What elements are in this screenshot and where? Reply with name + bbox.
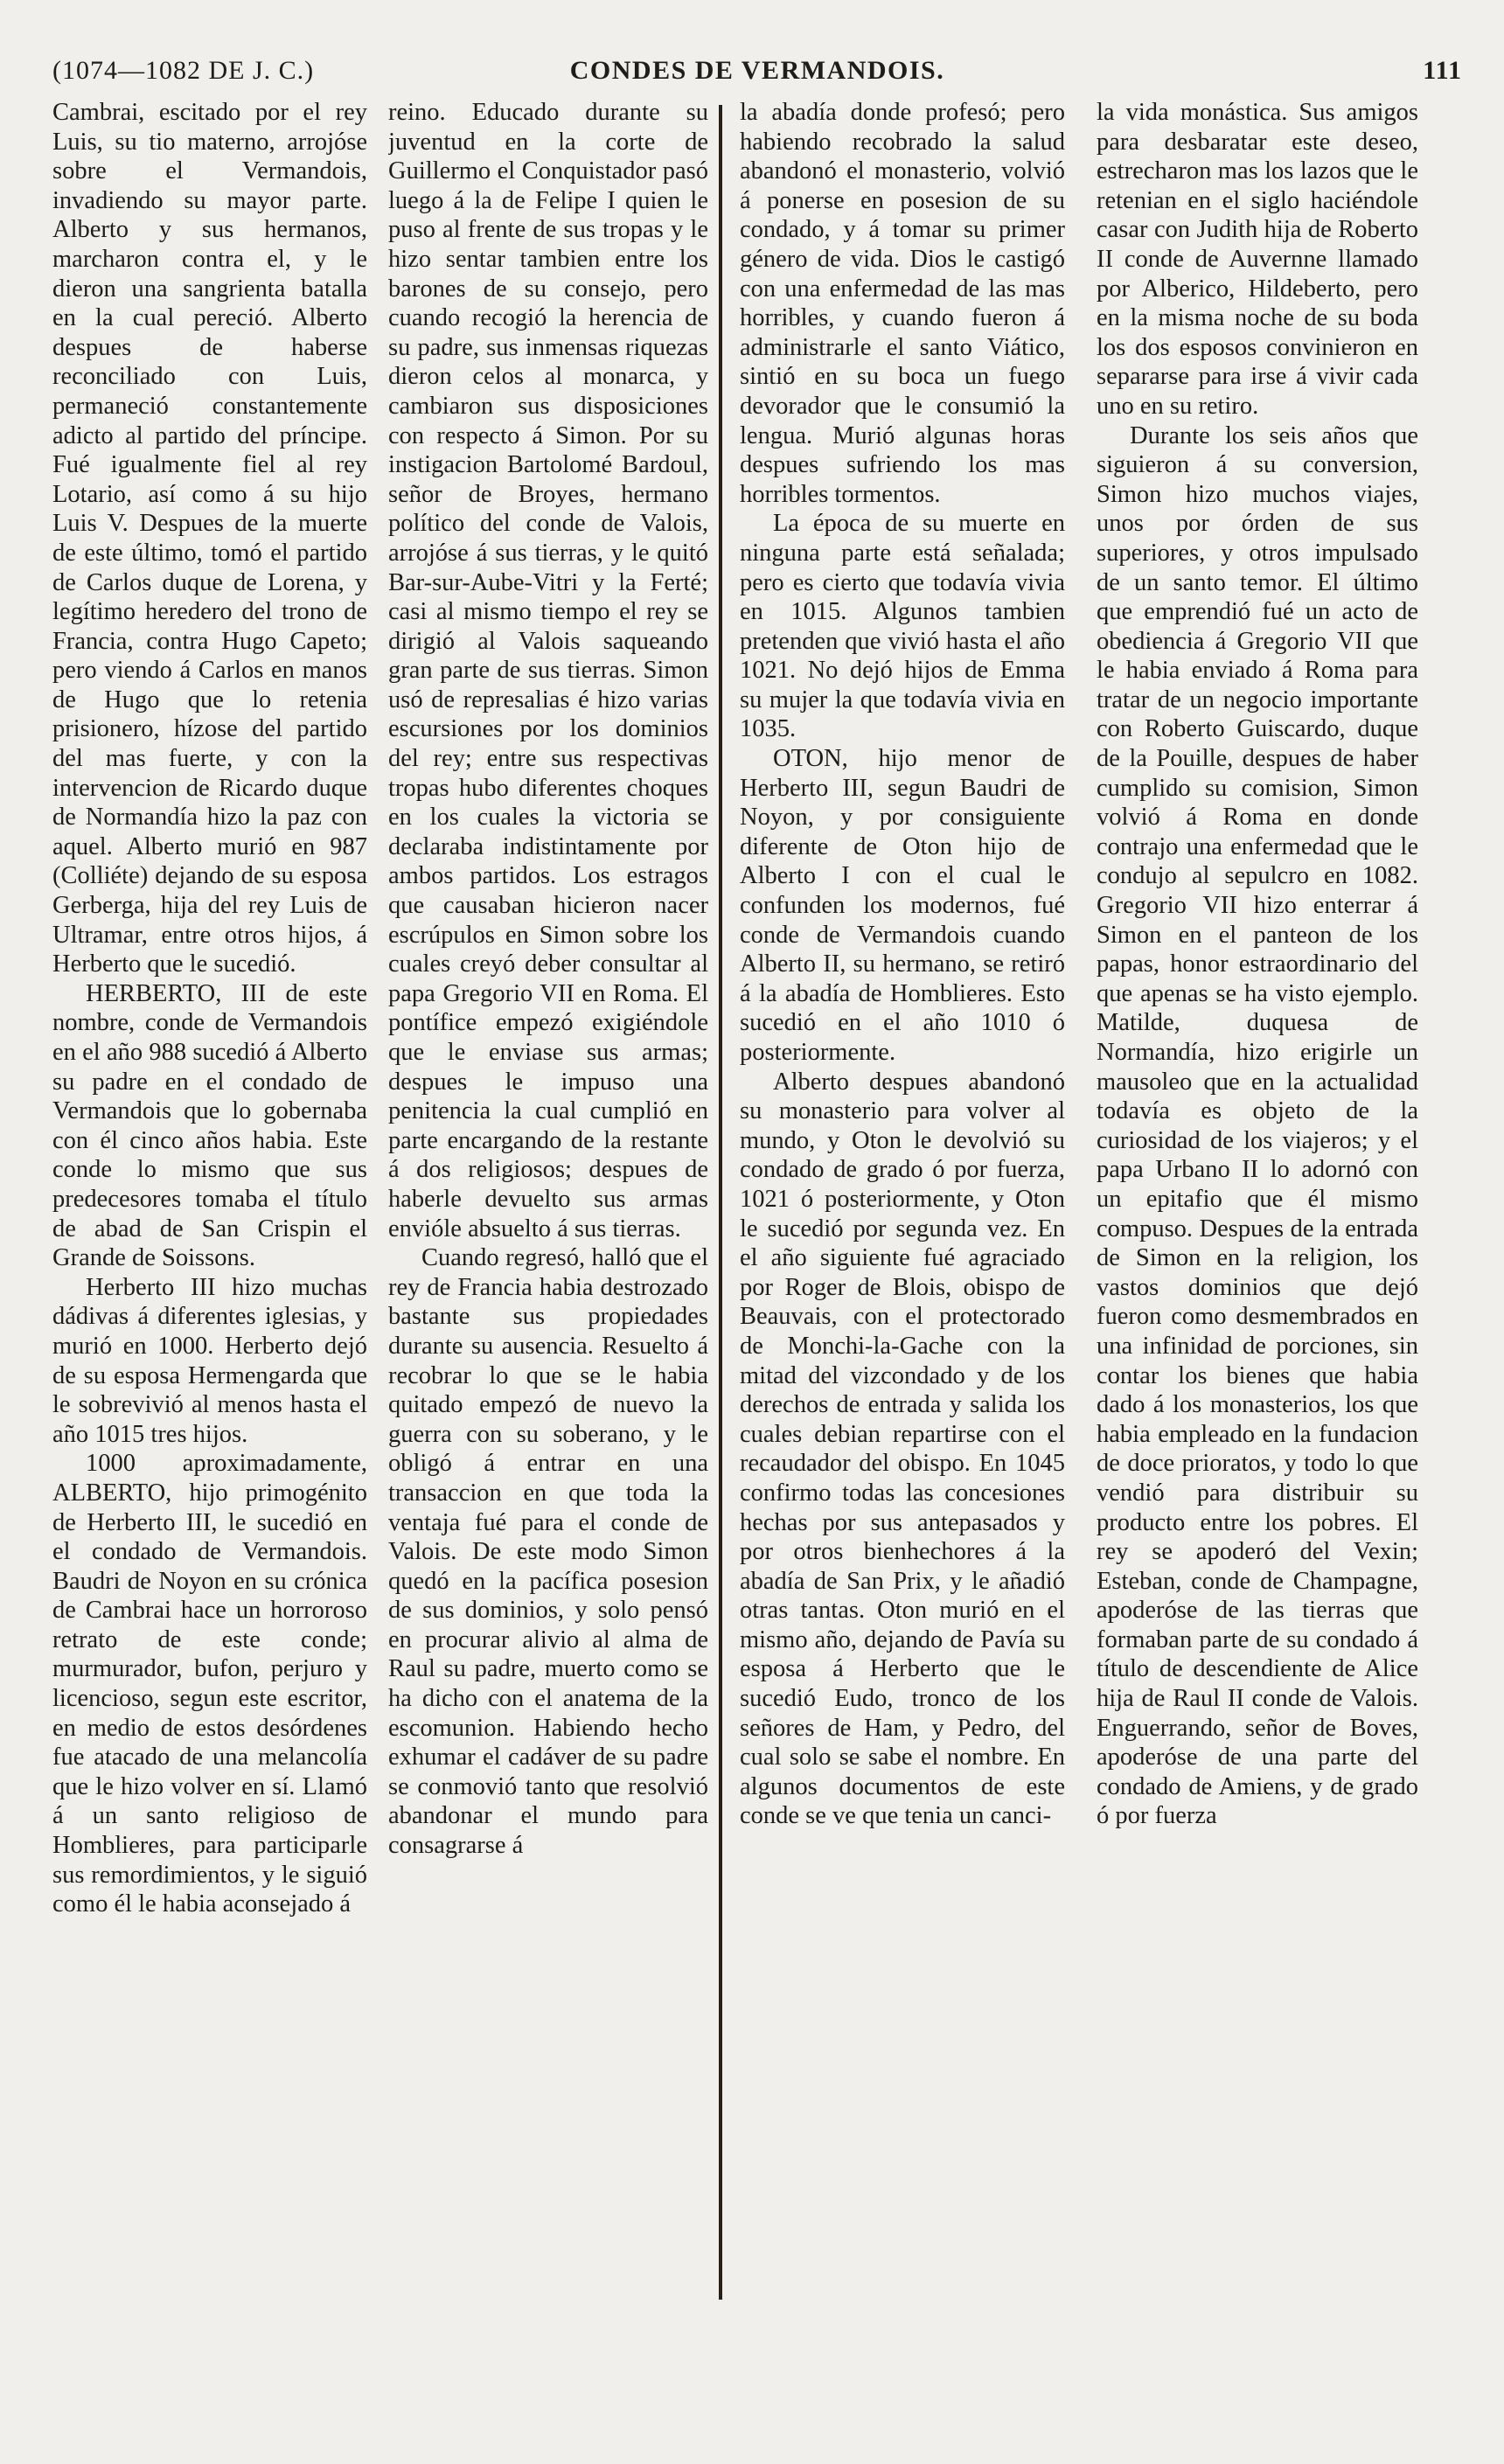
running-header — [52, 45, 1462, 89]
paragraph: La época de su muerte en ninguna parte está señalada; pero es cierto que todavía vivia en 1015. Algunos tambien pretenden que vivió hasta el año 1021. No dejó hijos de Emma su mujer la que todavía vivia en 1035. — [740, 510, 1065, 743]
paragraph: la vida monástica. Sus amigos para desbaratar este deseo, estrecharon mas los lazos que le retenian en el siglo haciéndole casar con Judith hija de Roberto II conde de Auvernne llamado por Alberico, Hildeberto, pero en la misma noche de su boda los dos esposos convinieron en separarse para irse á vivir cada uno en su retiro. — [1097, 99, 1418, 420]
paragraph: OTON, hijo menor de Herberto III, segun Baudri de Noyon, y por consiguiente diferente de Oton hijo de Alberto I con el cual le confunden los modernos, fué conde de Vermandois cuando Alberto II, su hermano, se retiró á la abadía de Homblieres. Esto sucedió en el año 1010 ó posteriormente. — [740, 745, 1065, 1066]
paragraph: Durante los seis años que siguieron á su conversion, Simon hizo muchos viajes, unos por órden de sus superiores, y otros impulsado de un santo temor. El último que emprendió fué un acto de obediencia á Gregorio VII que le habia enviado á Roma para tratar de un negocio importante con Roberto Guiscardo, duque de la Pouille, despues de haber cumplido su comision, Simon volvió á Roma en donde contrajo una enfermedad que le condujo al sepulcro en 1082. Gregorio VII hizo enterrar á Simon en el panteon de los papas, honor estraordinario del que apenas se ha visto ejemplo. Matilde, duquesa de Normandía, hizo erigirle un mausoleo que en la actualidad todavía es objeto de la curiosidad de los viajeros; y el papa Urbano II lo adornó con un epitafio que él mismo compuso. Despues de la entrada de Simon en la religion, los vastos dominios que dejó fueron como desmembrados en una infinidad de porciones, sin contar los bienes que habia dado á los monasterios, los que habia empleado en la fundacion de doce prioratos, y todo lo que vendió para distribuir su producto entre los pobres. El rey se apoderó del Vexin; Esteban, conde de Champagne, apoderóse de las tierras que formaban parte de su condado á título de descendiente de Alice hija de Raul II conde de Valois. Enguerrando, señor de Boves, apoderóse de una parte del condado de Amiens, y de grado ó por fuerza — [1097, 421, 1418, 1830]
column-divider-rule — [719, 105, 722, 2300]
text-column-4 — [1097, 98, 1418, 2310]
text-column-2 — [388, 98, 708, 2310]
page-number: 111 — [1423, 56, 1462, 85]
paragraph: Herberto III hizo muchas dádivas á diferentes iglesias, y murió en 1000. Herberto dejó de su esposa Hermengarda que le sobrevivió al menos hasta el año 1015 tres hijos. — [52, 1273, 367, 1448]
paragraph: reino. Educado durante su juventud en la corte de Guillermo el Conquistador pasó luego á la de Felipe I quien le puso al frente de sus tropas y le hizo sentar tambien entre los barones de su consejo, pero cuando recogió la herencia de su padre, sus inmensas riquezas dieron celos al monarca, y cambiaron sus disposiciones con respecto á Simon. Por su instigacion Bartolomé Bardoul, señor de Broyes, hermano político del conde de Valois, arrojóse á sus tierras, y le quitó Bar-sur-Aube-Vitri y la Ferté; casi al mismo tiempo el rey se dirigió al Valois saqueando gran parte de sus tierras. Simon usó de represalias é hizo varias escursiones por los dominios del rey; entre sus respectivas tropas hubo diferentes choques en los cuales la victoria se declaraba indistintamente por ambos partidos. Los estragos que causaban hicieron nacer escrúpulos en Simon sobre los cuales creyó deber consultar al papa Gregorio VII en Roma. El pontífice empezó exigiéndole que le enviase sus armas; despues le impuso una penitencia la cual cumplió en parte encargando de la restante á dos religiosos; despues de haberle devuelto sus armas envióle absuelto á sus tierras. — [388, 99, 708, 1242]
text-column-1 — [52, 98, 367, 2310]
header-title: CONDES DE VERMANDOIS. — [569, 56, 945, 85]
paragraph: Cambrai, escitado por el rey Luis, su tio materno, arrojóse sobre el Vermandois, invadiendo su mayor parte. Alberto y sus hermanos, marcharon contra el, y le dieron una sangrienta batalla en la cual pereció. Alberto despues de haberse reconciliado con Luis, permaneció constantemente adicto al partido del príncipe. Fué igualmente fiel al rey Lotario, así como á su hijo Luis V. Despues de la muerte de este último, tomó el partido de Carlos duque de Lorena, y legítimo heredero del trono de Francia, contra Hugo Capeto; pero viendo á Carlos en manos de Hugo que lo retenia prisionero, hízose del partido del mas fuerte, y con la intervencion de Ricardo duque de Normandía hizo la paz con aquel. Alberto murió en 987 (Colliéte) dejando de su esposa Gerberga, hija del rey Luis de Ultramar, entre otros hijos, á Herberto que le sucedió. — [52, 99, 367, 978]
header-date-range: (1074—1082 DE J. C.) — [52, 56, 315, 85]
paragraph: Alberto despues abandonó su monasterio para volver al mundo, y Oton le devolvió su condado de grado ó por fuerza, 1021 ó posteriormente, y Oton le sucedió por segunda vez. En el año siguiente fué agraciado por Roger de Blois, obispo de Beauvais, con el protectorado de Monchi-la-Gache con la mitad del vizcondado y de los derechos de entrada y salida los cuales debian repartirse con el recaudador del obispo. En 1045 confirmo todas las concesiones hechas por sus antepasados y por otros bienhechores á la abadía de San Prix, y le añadió otras tantas. Oton murió en el mismo año, dejando de Pavía su esposa á Herberto que le sucedió Eudo, tronco de los señores de Ham, y Pedro, del cual solo se sabe el nombre. En algunos documentos de este conde se ve que tenia un canci- — [740, 1068, 1065, 1830]
text-column-3 — [740, 98, 1065, 2310]
paragraph: HERBERTO, III de este nombre, conde de Vermandois en el año 988 sucedió á Alberto su padre en el condado de Vermandois que lo gobernaba con él cinco años habia. Este conde lo mismo que sus predecesores tomaba el título de abad de San Crispin el Grande de Soissons. — [52, 979, 367, 1272]
paragraph: la abadía donde profesó; pero habiendo recobrado la salud abandonó el monasterio, volvió á ponerse en posesion de su condado, y á tomar su primer género de vida. Dios le castigó con una enfermedad de las mas horribles, y cuando fueron á administrarle el santo Viático, sintió en su boca un fuego devorador que le consumió la lengua. Murió algunas horas despues sufriendo los mas horribles tormentos. — [740, 99, 1065, 508]
paragraph: Cuando regresó, halló que el rey de Francia habia destrozado bastante sus propiedades durante su ausencia. Resuelto á recobrar lo que se le habia quitado empezó de nuevo la guerra con su soberano, y le obligó á entrar en una transaccion en que toda la ventaja fué para el conde de Valois. De este modo Simon quedó en la pacífica posesion de sus dominios, y solo pensó en procurar alivio al alma de Raul su padre, muerto como se ha dicho con el anatema de la escomunion. Habiendo hecho exhumar el cadáver de su padre se conmovió tanto que resolvió abandonar el mundo para consagrarse á — [388, 1244, 708, 1860]
paragraph: 1000 aproximadamente, ALBERTO, hijo primogénito de Herberto III, le sucedió en el condado de Vermandois. Baudri de Noyon en su crónica de Cambrai hace un horroroso retrato de este conde; murmurador, bufon, perjuro y licencioso, segun este escritor, en medio de estos desórdenes fue atacado de una melancolía que le hizo volver en sí. Llamó á un santo religioso de Homblieres, para participarle sus remordimientos, y le siguió como él le habia aconsejado á — [52, 1450, 367, 1918]
